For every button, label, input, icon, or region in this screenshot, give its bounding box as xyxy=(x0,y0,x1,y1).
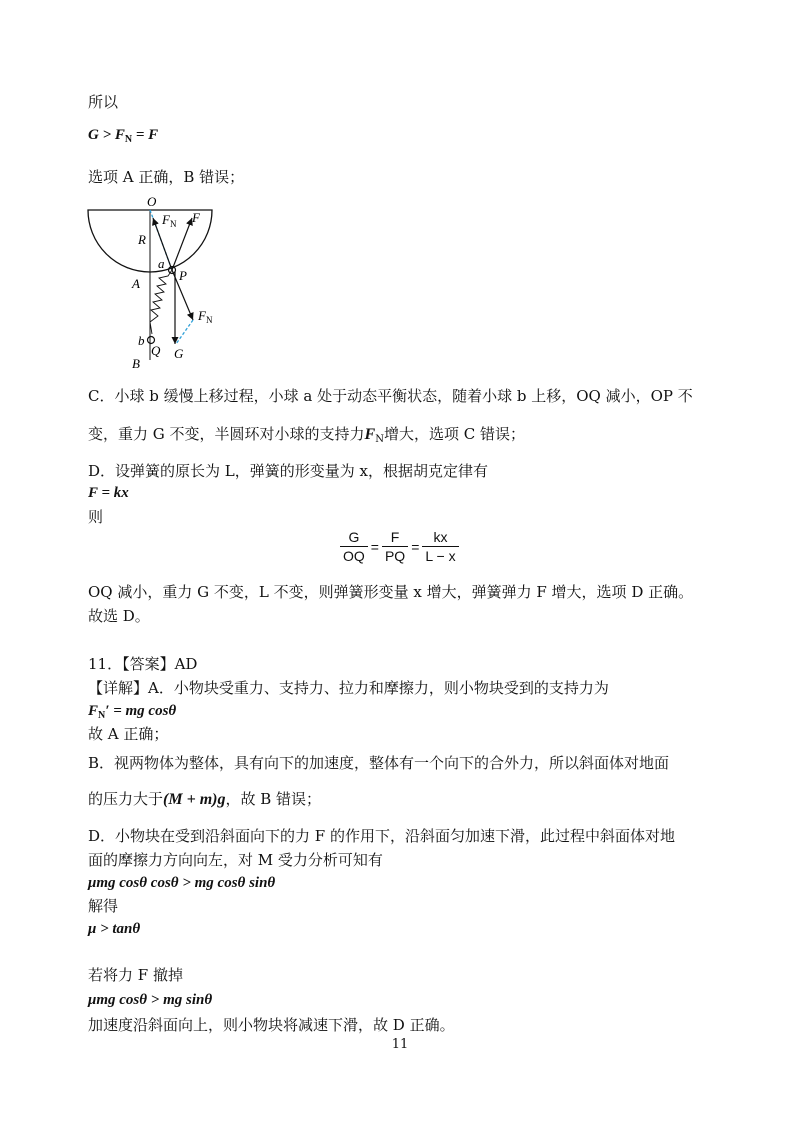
text-line: 面的摩擦力方向向左，对 M 受力分析可知有 xyxy=(88,851,383,869)
force-diagram xyxy=(80,192,240,372)
equation-no-force: μmg cosθ > mg sinθ xyxy=(88,992,213,1008)
text-line: C．小球 b 缓慢上移过程，小球 a 处于动态平衡状态，随着小球 b 上移，OQ 减小，OP 不 xyxy=(88,387,693,405)
label-g: G xyxy=(174,346,184,361)
text-line: B．视两物体为整体，具有向下的加速度，整体有一个向下的合外力，所以斜面体对地面 xyxy=(88,754,670,772)
label-b: B xyxy=(132,356,140,371)
text-line: 故 A 正确； xyxy=(88,725,169,743)
text-line: 则 xyxy=(88,508,104,526)
label-f: F xyxy=(192,210,200,225)
page-number: 11 xyxy=(391,1037,409,1052)
text-line: 变，重力 G 不变，半圆环对小球的支持力$F_N$增大，选项 C 错误； xyxy=(88,425,525,445)
label-q: Q xyxy=(151,343,161,358)
spring xyxy=(150,270,172,334)
g-fn-dashed-line xyxy=(176,320,193,344)
label-a: A xyxy=(132,276,140,291)
text-line: D．设弹簧的原长为 L，弹簧的形变量为 x，根据胡克定律有 xyxy=(88,462,488,480)
text-line: 故选 D。 xyxy=(88,607,150,625)
equation-hooke: F = kx xyxy=(88,485,129,501)
label-b-ball: b xyxy=(138,333,145,348)
label-fn2: $F_N$ xyxy=(198,308,213,325)
equation-mu-tan: μ > tanθ xyxy=(88,921,141,937)
equation-fn-prime: $F_N'$ = mg cosθ xyxy=(88,703,177,721)
equation-g-gt-fn: $G > F_N = F$ xyxy=(88,127,159,145)
label-o: O xyxy=(147,194,157,209)
text-line: 加速度沿斜面向上，则小物块将减速下滑，故 D 正确。 xyxy=(88,1016,455,1034)
text-line: 选项 A 正确，B 错误； xyxy=(88,168,245,186)
text-line: 的压力大于(M + m)g，故 B 错误； xyxy=(88,790,322,808)
ratio-equation: $\frac{G}{OQ}$ = $\frac{F}{PQ}$ = $\frac{kx}{L - x}$ xyxy=(338,528,461,565)
label-p: P xyxy=(179,268,187,283)
text-line: OQ 减小，重力 G 不变，L 不变，则弹簧形变量 x 增大，弹簧弹力 F 增大，选项 D 正确。 xyxy=(88,583,694,601)
text-line: 若将力 F 撤掉 xyxy=(88,966,183,984)
label-fn: $F_N$ xyxy=(162,212,177,229)
equation-friction-inequality: μmg cosθ cosθ > mg cosθ sinθ xyxy=(88,875,276,891)
label-a-ball: a xyxy=(158,256,165,271)
text-line: D．小物块在受到沿斜面向下的力 F 的作用下，沿斜面匀加速下滑，此过程中斜面体对地 xyxy=(88,827,675,845)
label-r: R xyxy=(138,232,146,247)
text-line: 【详解】A．小物块受重力、支持力、拉力和摩擦力，则小物块受到的支持力为 xyxy=(88,679,609,697)
text-line: 解得 xyxy=(88,897,119,915)
question-11-answer: 11．【答案】AD xyxy=(88,655,198,673)
text-line: 所以 xyxy=(88,93,119,111)
